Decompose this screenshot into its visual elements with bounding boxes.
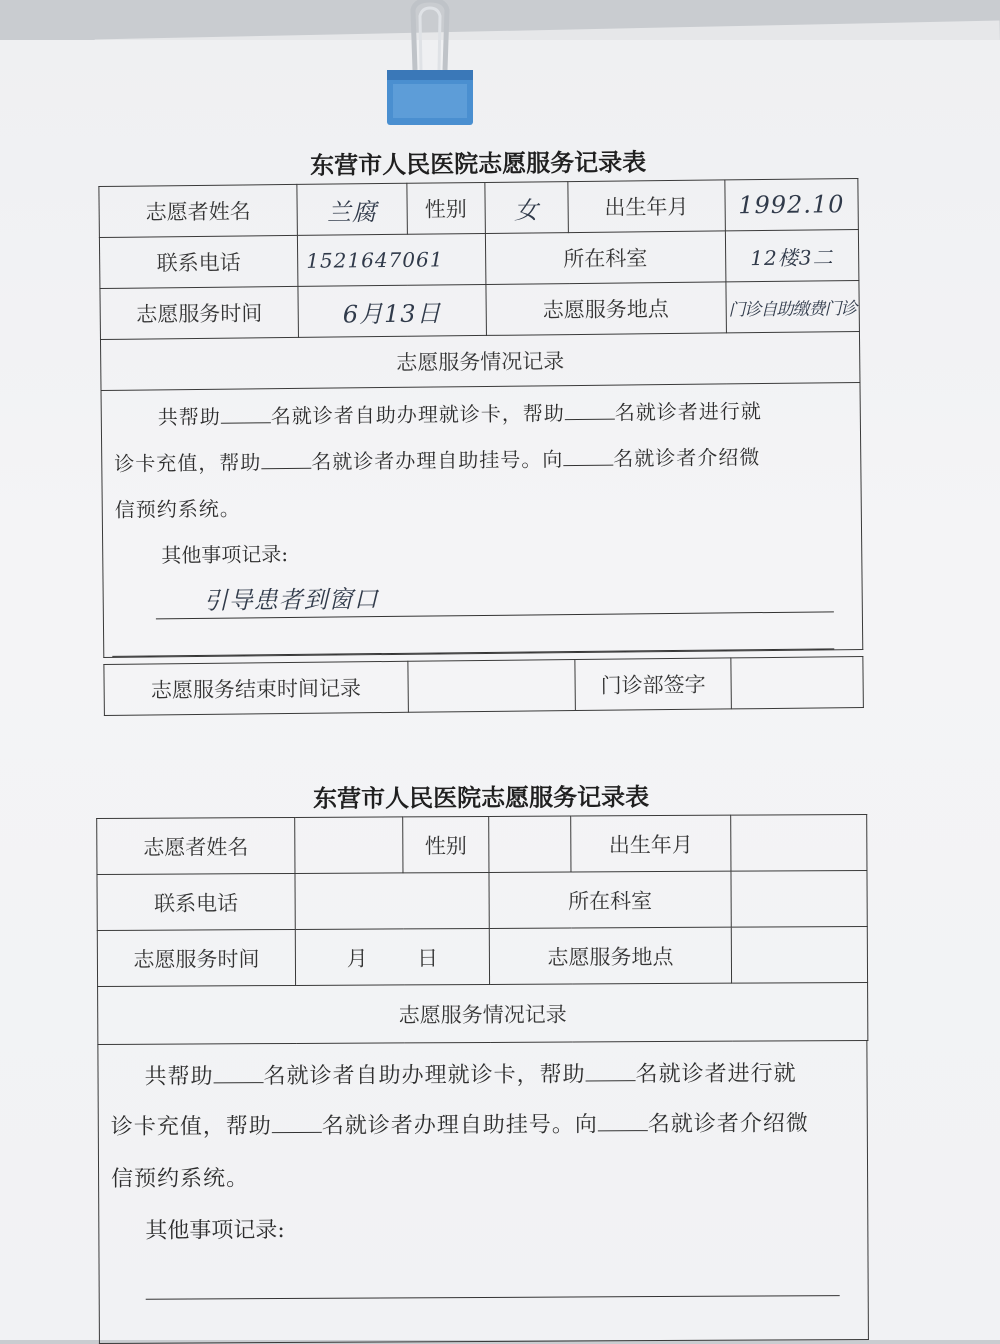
blank-wechat-count[interactable] <box>598 1110 648 1131</box>
time-label: 志愿服务时间 <box>97 929 295 986</box>
birth-label: 出生年月 <box>568 180 725 233</box>
blank-recharge-count[interactable] <box>565 399 615 421</box>
record-line-2: 诊卡充值，帮助 名就诊者办理自助挂号。向 名就诊者介绍微 <box>110 1111 809 1140</box>
dept-handwriting: 12楼3二 <box>750 244 834 270</box>
other-line-2[interactable] <box>112 612 834 657</box>
record-header: 志愿服务情况记录 <box>100 332 859 391</box>
name-handwriting: 兰腐 <box>326 197 378 227</box>
blank-card-count[interactable] <box>221 402 271 424</box>
footer-table <box>103 656 864 716</box>
phone-label: 联系电话 <box>97 873 295 930</box>
binder-clip-icon <box>385 0 475 130</box>
blank-recharge-count[interactable] <box>585 1060 635 1081</box>
record-line-3: 信预约系统。 <box>114 496 241 522</box>
other-line-1[interactable] <box>155 571 833 619</box>
blank-register-count[interactable] <box>261 448 311 470</box>
time-handwriting: 6月13日 <box>342 298 442 328</box>
time-value[interactable] <box>298 284 486 337</box>
phone-value[interactable] <box>295 872 489 929</box>
record-form-2 <box>96 778 869 1344</box>
blank-wechat-count[interactable] <box>563 445 613 467</box>
record-line-1: 共帮助 名就诊者自助办理就诊卡，帮助 名就诊者进行就 <box>144 1061 797 1090</box>
other-handwriting: 引导患者到窗口 <box>203 585 379 615</box>
record-line-2: 诊卡充值，帮助 名就诊者办理自助挂号。向 名就诊者介绍微 <box>114 445 761 476</box>
info-table <box>96 814 868 1045</box>
gender-value[interactable] <box>485 182 569 234</box>
end-time-label: 志愿服务结束时间记录 <box>104 661 408 715</box>
time-value[interactable] <box>295 928 489 985</box>
gender-label: 性别 <box>403 816 489 872</box>
other-line-1[interactable] <box>145 1253 839 1300</box>
record-header: 志愿服务情况记录 <box>98 982 868 1044</box>
record-box <box>97 1041 869 1344</box>
phone-handwriting: 1521647061 <box>306 247 444 273</box>
phone-value[interactable] <box>297 233 485 286</box>
gender-label: 性别 <box>406 182 485 234</box>
place-label: 志愿服务地点 <box>486 282 726 336</box>
dept-value[interactable] <box>725 230 859 282</box>
record-line-3: 信预约系统。 <box>111 1166 250 1192</box>
gender-value[interactable] <box>489 816 571 872</box>
sign-label: 门诊部签字 <box>574 658 731 711</box>
time-day: 日 <box>417 945 439 970</box>
name-value[interactable] <box>295 817 403 874</box>
other-label: 其他事项记录: <box>161 542 289 568</box>
birth-value[interactable] <box>724 179 858 231</box>
phone-label: 联系电话 <box>99 235 298 288</box>
dept-value[interactable] <box>731 870 867 927</box>
end-time-value[interactable] <box>407 660 574 713</box>
place-label: 志愿服务地点 <box>489 927 731 984</box>
time-label: 志愿服务时间 <box>100 286 299 339</box>
record-box <box>101 383 864 658</box>
place-value[interactable] <box>725 281 859 333</box>
other-label: 其他事项记录: <box>145 1218 285 1244</box>
birth-label: 出生年月 <box>571 815 731 872</box>
place-handwriting: 门诊自助缴费门诊 <box>728 298 857 320</box>
dept-label: 所在科室 <box>489 871 731 928</box>
name-label: 志愿者姓名 <box>99 184 298 237</box>
info-table <box>98 178 860 391</box>
record-line-1: 共帮助 名就诊者自助办理就诊卡，帮助 名就诊者进行就 <box>157 399 762 430</box>
record-form-1 <box>98 142 864 716</box>
name-value[interactable] <box>297 183 407 235</box>
gender-handwriting: 女 <box>513 195 540 225</box>
place-value[interactable] <box>731 926 867 983</box>
birth-handwriting: 1992.10 <box>738 190 845 220</box>
sign-value[interactable] <box>731 657 863 709</box>
name-label: 志愿者姓名 <box>97 817 295 874</box>
form-title: 东营市人民医院志愿服务记录表 <box>313 782 650 813</box>
dept-label: 所在科室 <box>485 231 725 285</box>
time-month: 月 <box>346 946 368 971</box>
birth-value[interactable] <box>731 814 867 871</box>
form-title: 东营市人民医院志愿服务记录表 <box>310 147 647 180</box>
blank-register-count[interactable] <box>272 1112 322 1133</box>
blank-card-count[interactable] <box>213 1062 263 1083</box>
